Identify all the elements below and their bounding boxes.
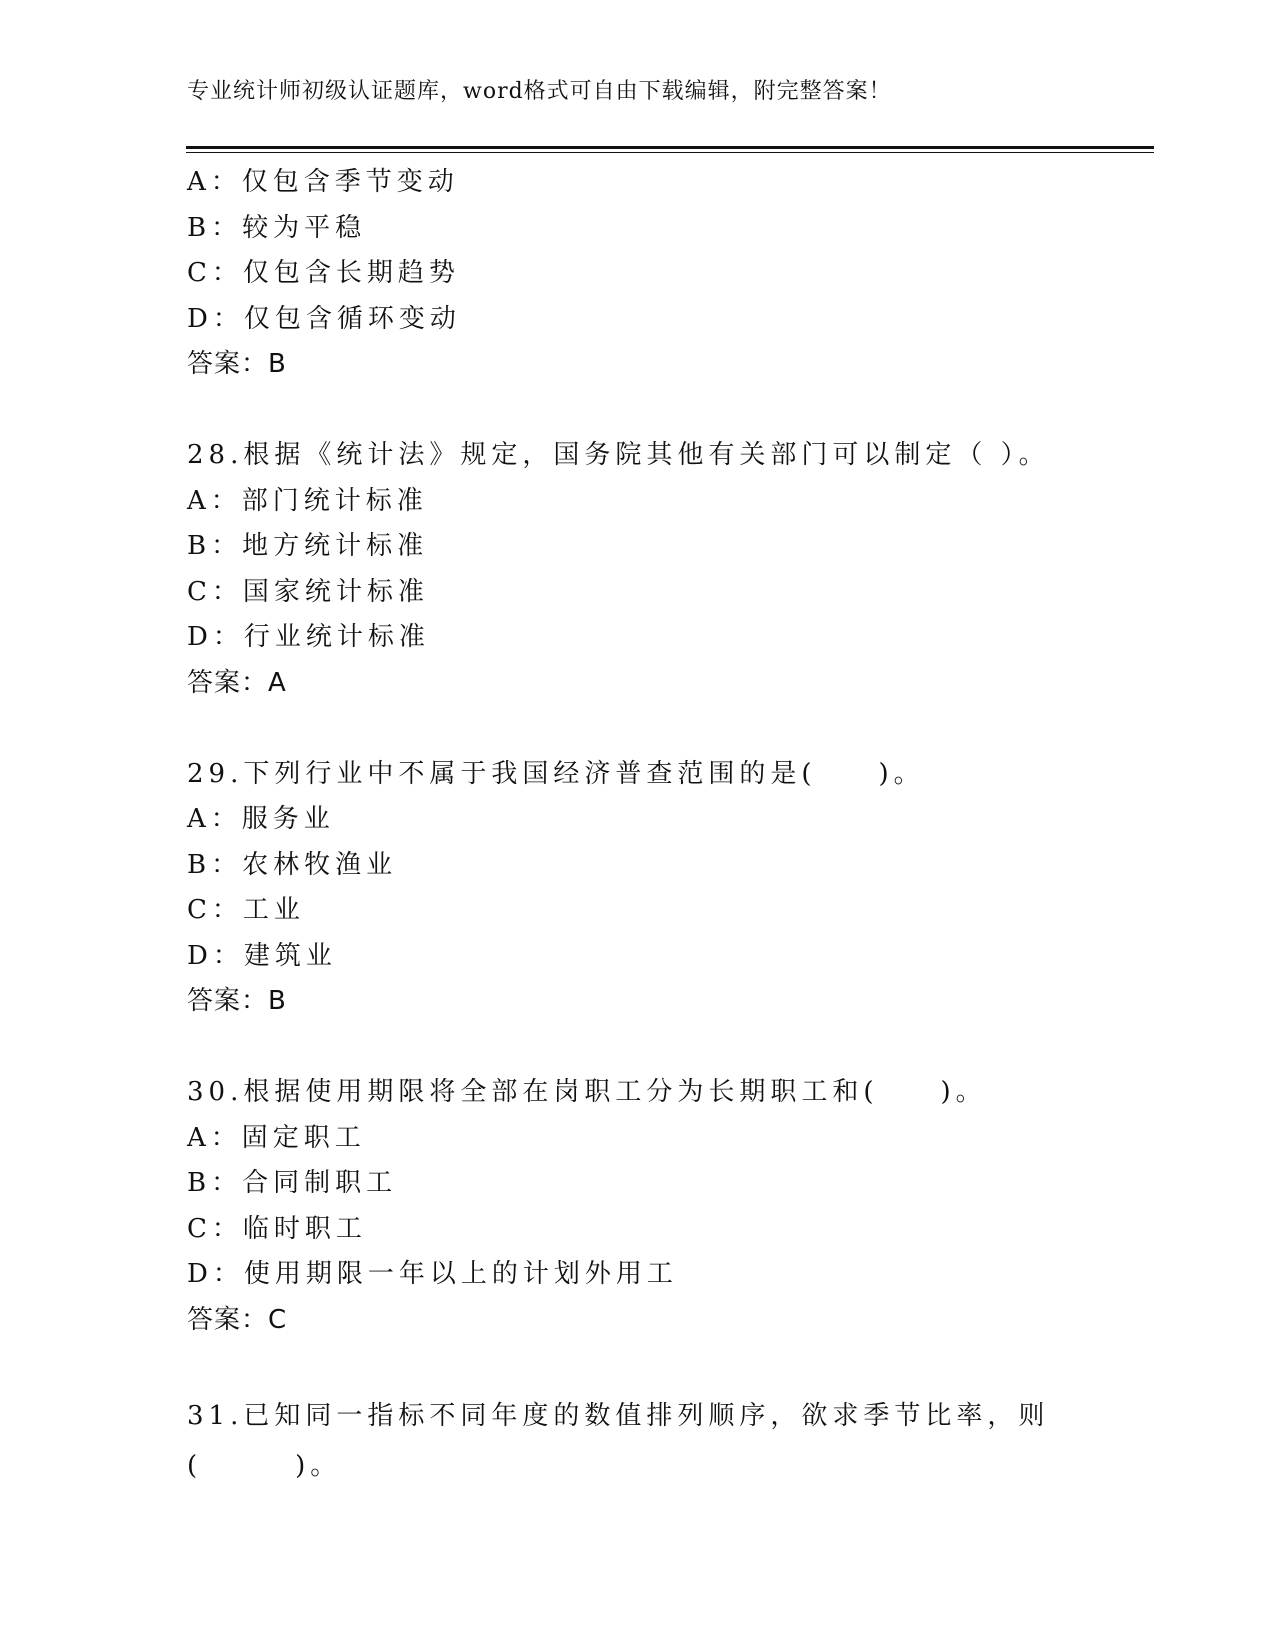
answer: 答案：C (187, 1304, 288, 1335)
option-c: C：工业 (187, 895, 305, 925)
question-stem: 30.根据使用期限将全部在岗职工分为长期职工和( )。 (187, 1077, 987, 1107)
option-d: D：仅包含循环变动 (187, 303, 461, 334)
option-b: B：地方统计标准 (187, 531, 429, 561)
spacer (187, 388, 1147, 434)
question-31 (187, 1389, 1147, 1490)
question-29 (187, 752, 1147, 1025)
answer: 答案：B (187, 986, 287, 1016)
page-header: 专业统计师初级认证题库，word格式可自由下载编辑，附完整答案！ (187, 79, 892, 104)
answer: 答案：B (187, 349, 287, 379)
option-c: C：仅包含长期趋势 (187, 258, 460, 288)
option-d: D：使用期限一年以上的计划外用工 (187, 1259, 678, 1289)
spacer (187, 706, 1147, 752)
answer: 答案：A (187, 667, 287, 698)
option-c: C：国家统计标准 (187, 576, 429, 607)
question-stem-line-1: 31.已知同一指标不同年度的数值排列顺序，欲求季节比率，则 (187, 1400, 1050, 1431)
question-list (187, 160, 1147, 1489)
option-b: B：农林牧渔业 (187, 849, 398, 880)
spacer (187, 1343, 1147, 1389)
option-d: D：建筑业 (187, 940, 337, 971)
header-rule-thin (186, 152, 1154, 153)
spacer (187, 1025, 1147, 1071)
question-stem: 28.根据《统计法》规定，国务院其他有关部门可以制定（ ）。 (187, 440, 1050, 470)
question-stem: 29.下列行业中不属于我国经济普查范围的是( )。 (187, 758, 925, 789)
question-27 (187, 160, 1147, 388)
question-30 (187, 1070, 1147, 1343)
question-stem-line-2: ( )。 (187, 1450, 342, 1481)
option-a: A：服务业 (187, 804, 335, 834)
question-28 (187, 433, 1147, 706)
option-a: A：部门统计标准 (187, 485, 428, 516)
header-rule-thick (186, 146, 1154, 149)
option-b: B：合同制职工 (187, 1168, 398, 1198)
option-d: D：行业统计标准 (187, 622, 430, 652)
option-a: A：仅包含季节变动 (187, 167, 459, 197)
option-c: C：临时职工 (187, 1213, 367, 1244)
option-a: A：固定职工 (187, 1122, 366, 1153)
option-b: B：较为平稳 (187, 212, 367, 243)
